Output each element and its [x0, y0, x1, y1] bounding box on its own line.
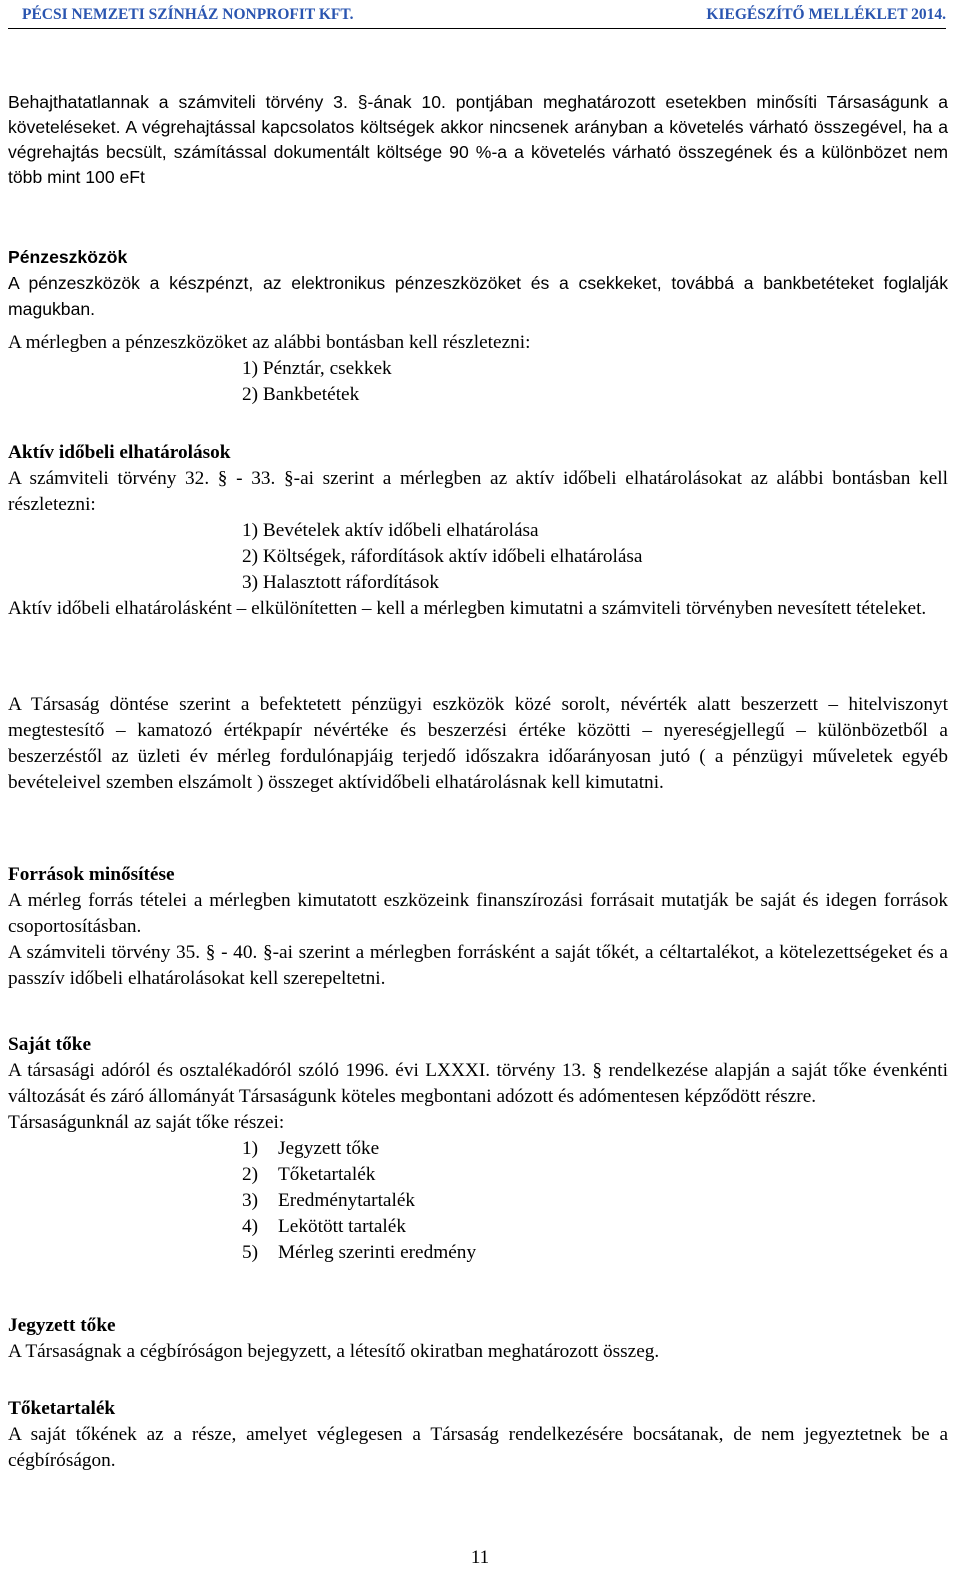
tarsasag-dontese-section: [8, 692, 948, 796]
tarsasag-dontese-paragraph: A Társaság döntése szerint a befektetett pénzügyi eszközök közé sorolt, névérték alatt beszerzett – hitelviszonyt megtestesítő – kamatozó értékpapír névértéke és beszerzési értéke közötti – nyereségjellegű – különbözetből a beszerzéstől az üzleti év mérleg fordulónapjáig terjedő időszakra időarányosan jutó ( a pénzügyi műveletek egyéb bevételeivel szemben elszámolt ) összeget aktívidőbeli elhatárolásnak kell kimutatni.: [8, 694, 948, 793]
penzeszkozok-list-section: [8, 330, 948, 408]
list-item: [8, 1240, 948, 1266]
jegyzett-toke-p1: A Társaságnak a cégbíróságon bejegyzett, a létesítő okiratban meghatározott összeg.: [8, 1341, 660, 1362]
penzeszkozok-p2: A mérlegben a pénzeszközöket az alábbi bontásban kell részletezni:: [8, 332, 531, 353]
penzeszkozok-p1: A pénzeszközök a készpénzt, az elektronikus pénzeszközöket és a csekkeket, továbbá a bankbetéteket foglalják magukban.: [8, 273, 948, 319]
aktiv-p2: Aktív időbeli elhatárolásként – elkülönítetten – kell a mérlegben kimutatni a számviteli törvényben nevesített tételeket.: [8, 598, 927, 619]
aktiv-p1: A számviteli törvény 32. § - 33. §-ai szerint a mérlegben az aktív időbeli elhatárolásokat az alábbi bontásban kell részletezni:: [8, 468, 948, 515]
forrasok-p2: A számviteli törvény 35. § - 40. §-ai szerint a mérlegben forrásként a saját tőkét, a céltartalékot, a kötelezettségeket és a passzív időbeli elhatárolásokat kell szerepeltetni.: [8, 942, 948, 989]
forrasok-p1: A mérleg forrás tételei a mérlegben kimutatott eszközeink finanszírozási forrásait mutatják be saját és idegen források csoportosításban.: [8, 890, 948, 937]
list-number: 3): [242, 1190, 259, 1211]
document-title: KIEGÉSZÍTŐ MELLÉKLET 2014.: [706, 6, 946, 23]
list-item: [8, 1214, 948, 1240]
forrasok-heading: Források minősítése: [8, 864, 175, 885]
list-text: Jegyzett tőke: [278, 1138, 380, 1159]
toketartalek-heading: Tőketartalék: [8, 1398, 116, 1419]
top-paragraph-line2: A végrehajtással kapcsolatos költségek akkor nincsenek arányban a követelés várható összegével, ha a végrehajtás becsült, számítással dokumentált költsége 90 %-a a követelés várható összegének és a különbözet nem több mint 100 eFt: [8, 117, 948, 187]
jegyzett-toke-heading: Jegyzett tőke: [8, 1315, 116, 1336]
list-text: Tőketartalék: [278, 1164, 376, 1185]
toketartalek-p1: A saját tőkének az a része, amelyet véglegesen a Társaság rendelkezésére bocsátanak, de nem jegyeztetnek be a cégbíróságon.: [8, 1424, 948, 1471]
list-item: 2) Költségek, ráfordítások aktív időbeli elhatárolása: [242, 546, 643, 567]
list-item: 2) Bankbetétek: [242, 384, 360, 405]
page-number: 11: [470, 1547, 490, 1568]
list-text: Eredménytartalék: [278, 1190, 416, 1211]
list-item: [8, 1136, 948, 1162]
list-item: 1) Bevételek aktív időbeli elhatárolása: [242, 520, 539, 541]
list-number: 5): [242, 1242, 259, 1263]
aktiv-heading: Aktív időbeli elhatárolások: [8, 442, 231, 463]
list-number: 4): [242, 1216, 259, 1237]
aktiv-section: [8, 440, 948, 622]
toketartalek-section: [8, 1396, 948, 1474]
list-item: [8, 1162, 948, 1188]
list-text: Lekötött tartalék: [278, 1216, 406, 1237]
top-paragraph: [8, 90, 948, 190]
sajat-toke-p2: Társaságunknál az saját tőke részei:: [8, 1112, 285, 1133]
page-header: [8, 6, 946, 29]
sajat-toke-section: [8, 1032, 948, 1266]
top-paragraph-line1: Behajthatatlannak a számviteli törvény 3. §-ának 10. pontjában meghatározott esetekben minősíti Társaságunk a követeléseket.: [8, 92, 948, 137]
list-item: 1) Pénztár, csekkek: [242, 358, 392, 379]
list-item: [8, 1188, 948, 1214]
jegyzett-toke-section: [8, 1313, 948, 1365]
sajat-toke-heading: Saját tőke: [8, 1034, 92, 1055]
penzeszkozok-heading: Pénzeszközök: [8, 247, 128, 267]
list-number: 2): [242, 1164, 259, 1185]
penzeszkozok-section: [8, 244, 948, 322]
list-text: Mérleg szerinti eredmény: [278, 1242, 477, 1263]
forrasok-section: [8, 862, 948, 992]
list-number: 1): [242, 1138, 259, 1159]
company-name: PÉCSI NEMZETI SZÍNHÁZ NONPROFIT KFT.: [22, 6, 354, 23]
list-item: 3) Halasztott ráfordítások: [242, 572, 440, 593]
sajat-toke-p1: A társasági adóról és osztalékadóról szóló 1996. évi LXXXI. törvény 13. § rendelkezése alapján a saját tőke évenkénti változását és záró állományát Társaságunk köteles megbontani adózott és adómentesen képződött részre.: [8, 1060, 948, 1107]
